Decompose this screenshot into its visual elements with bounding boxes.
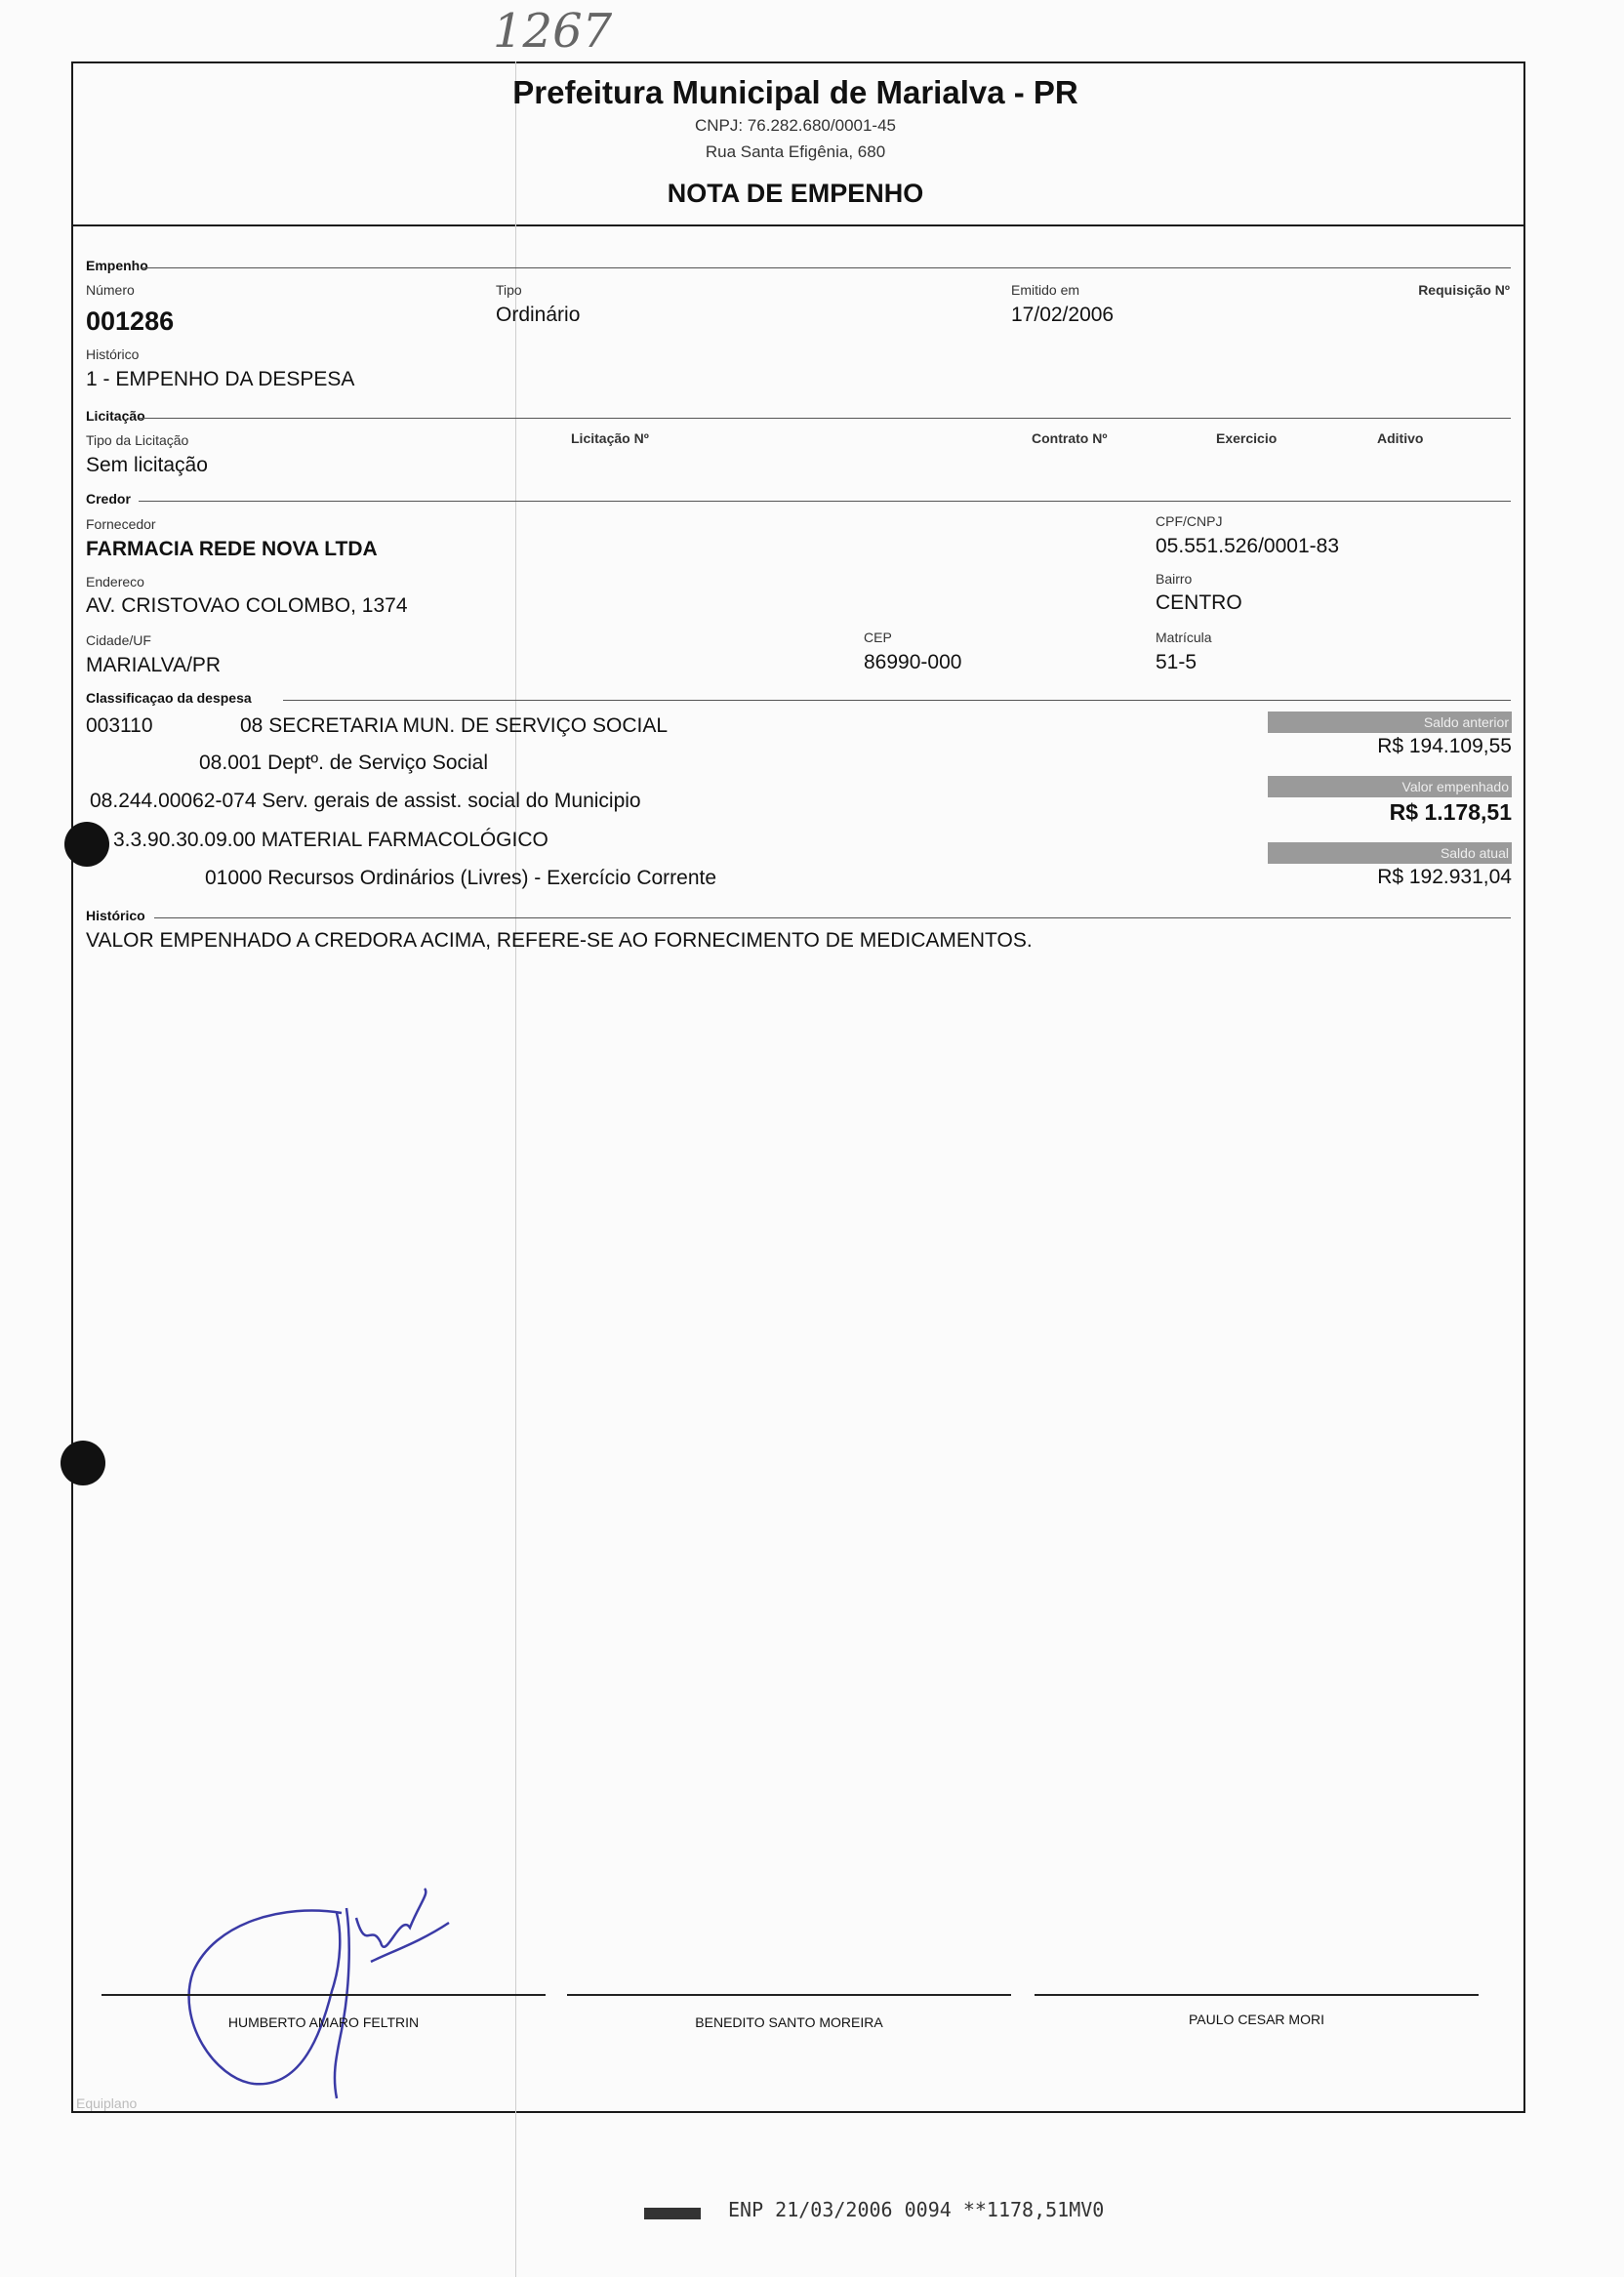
org-address: Rua Santa Efigênia, 680 bbox=[705, 142, 886, 161]
class-line-2: 08.001 Deptº. de Serviço Social bbox=[199, 752, 489, 774]
section-historico: Histórico bbox=[86, 908, 145, 923]
numero-label: Número bbox=[86, 282, 135, 298]
bairro-label: Bairro bbox=[1156, 571, 1193, 587]
section-licitacao: Licitação bbox=[86, 408, 145, 424]
tipo-licitacao-value: Sem licitação bbox=[86, 454, 208, 476]
cep-label: CEP bbox=[864, 630, 892, 645]
historico-text: VALOR EMPENHADO A CREDORA ACIMA, REFERE-SE AO FORNECIMENTO DE MEDICAMENTOS. bbox=[86, 929, 1033, 952]
section-classificacao-line bbox=[283, 700, 1511, 701]
valor-empenhado-label: Valor empenhado bbox=[1268, 776, 1512, 797]
cidade-value: MARIALVA/PR bbox=[86, 654, 222, 676]
section-credor-line bbox=[139, 501, 1511, 502]
exercicio-label: Exercicio bbox=[1216, 430, 1278, 446]
header-divider bbox=[71, 224, 1525, 226]
fornecedor-value: FARMACIA REDE NOVA LTDA bbox=[86, 538, 378, 560]
saldo-anterior-label: Saldo anterior bbox=[1268, 712, 1512, 733]
emitido-value: 17/02/2006 bbox=[1011, 304, 1115, 326]
section-classificacao: Classificaçao da despesa bbox=[86, 690, 252, 706]
handwritten-signature bbox=[176, 1884, 498, 2118]
section-empenho: Empenho bbox=[86, 258, 148, 273]
signature-name-1: HUMBERTO AMARO FELTRIN bbox=[227, 2014, 420, 2030]
doc-title: NOTA DE EMPENHO bbox=[667, 179, 924, 208]
numero-value: 001286 bbox=[86, 306, 175, 336]
signature-line-3 bbox=[1035, 1994, 1479, 1996]
section-empenho-line bbox=[142, 267, 1511, 268]
binder-hole-top bbox=[64, 822, 109, 867]
page-number: 1267 bbox=[493, 4, 613, 59]
matricula-label: Matrícula bbox=[1156, 630, 1212, 645]
fornecedor-label: Fornecedor bbox=[86, 516, 156, 532]
tipo-value: Ordinário bbox=[496, 304, 581, 326]
matricula-value: 51-5 bbox=[1156, 651, 1198, 673]
aditivo-label: Aditivo bbox=[1377, 430, 1424, 446]
contrato-label: Contrato Nº bbox=[1032, 430, 1108, 446]
fold-line bbox=[515, 61, 516, 2277]
class-line-4: 3.3.90.30.09.00 MATERIAL FARMACOLÓGICO bbox=[113, 829, 548, 851]
empenho-historico-label: Histórico bbox=[86, 346, 140, 362]
section-credor: Credor bbox=[86, 491, 131, 507]
valor-empenhado-value: R$ 1.178,51 bbox=[1389, 799, 1512, 825]
saldo-anterior-value: R$ 194.109,55 bbox=[1377, 735, 1512, 757]
cpf-label: CPF/CNPJ bbox=[1156, 513, 1223, 529]
tipo-label: Tipo bbox=[496, 282, 522, 298]
binder-hole-bottom bbox=[61, 1441, 105, 1485]
section-historico-line bbox=[154, 917, 1511, 918]
tipo-licitacao-label: Tipo da Licitação bbox=[86, 432, 189, 448]
saldo-atual-value: R$ 192.931,04 bbox=[1377, 866, 1512, 888]
signature-name-3: PAULO CESAR MORI bbox=[1189, 2012, 1324, 2027]
footer-stamp: ENP 21/03/2006 0094 **1178,51MV0 bbox=[728, 2198, 1105, 2221]
class-line-1: 08 SECRETARIA MUN. DE SERVIÇO SOCIAL bbox=[240, 714, 669, 737]
org-cnpj: CNPJ: 76.282.680/0001-45 bbox=[694, 116, 897, 135]
signature-name-2: BENEDITO SANTO MOREIRA bbox=[695, 2014, 883, 2030]
requisicao-label: Requisição Nº bbox=[1418, 282, 1510, 298]
cidade-label: Cidade/UF bbox=[86, 632, 151, 648]
signature-loop bbox=[189, 1911, 342, 2085]
saldo-atual-label: Saldo atual bbox=[1268, 842, 1512, 864]
licitacao-numero-label: Licitação Nº bbox=[571, 430, 649, 446]
class-line-5: 01000 Recursos Ordinários (Livres) - Exercício Corrente bbox=[205, 867, 717, 889]
signature-line-2 bbox=[567, 1994, 1011, 1996]
footer-mark bbox=[644, 2208, 701, 2219]
signature-line-1 bbox=[102, 1994, 546, 1996]
class-line-3: 08.244.00062-074 Serv. gerais de assist. social do Municipio bbox=[90, 790, 641, 812]
endereco-label: Endereco bbox=[86, 574, 144, 590]
empenho-historico-value: 1 - EMPENHO DA DESPESA bbox=[86, 368, 355, 390]
cpf-value: 05.551.526/0001-83 bbox=[1156, 535, 1340, 557]
emitido-label: Emitido em bbox=[1011, 282, 1080, 298]
org-title: Prefeitura Municipal de Marialva - PR bbox=[512, 74, 1078, 110]
software-label: Equiplano bbox=[76, 2095, 138, 2111]
endereco-value: AV. CRISTOVAO COLOMBO, 1374 bbox=[86, 594, 408, 617]
class-code: 003110 bbox=[86, 714, 153, 737]
bairro-value: CENTRO bbox=[1156, 591, 1242, 614]
section-licitacao-line bbox=[140, 418, 1511, 419]
cep-value: 86990-000 bbox=[864, 651, 962, 673]
